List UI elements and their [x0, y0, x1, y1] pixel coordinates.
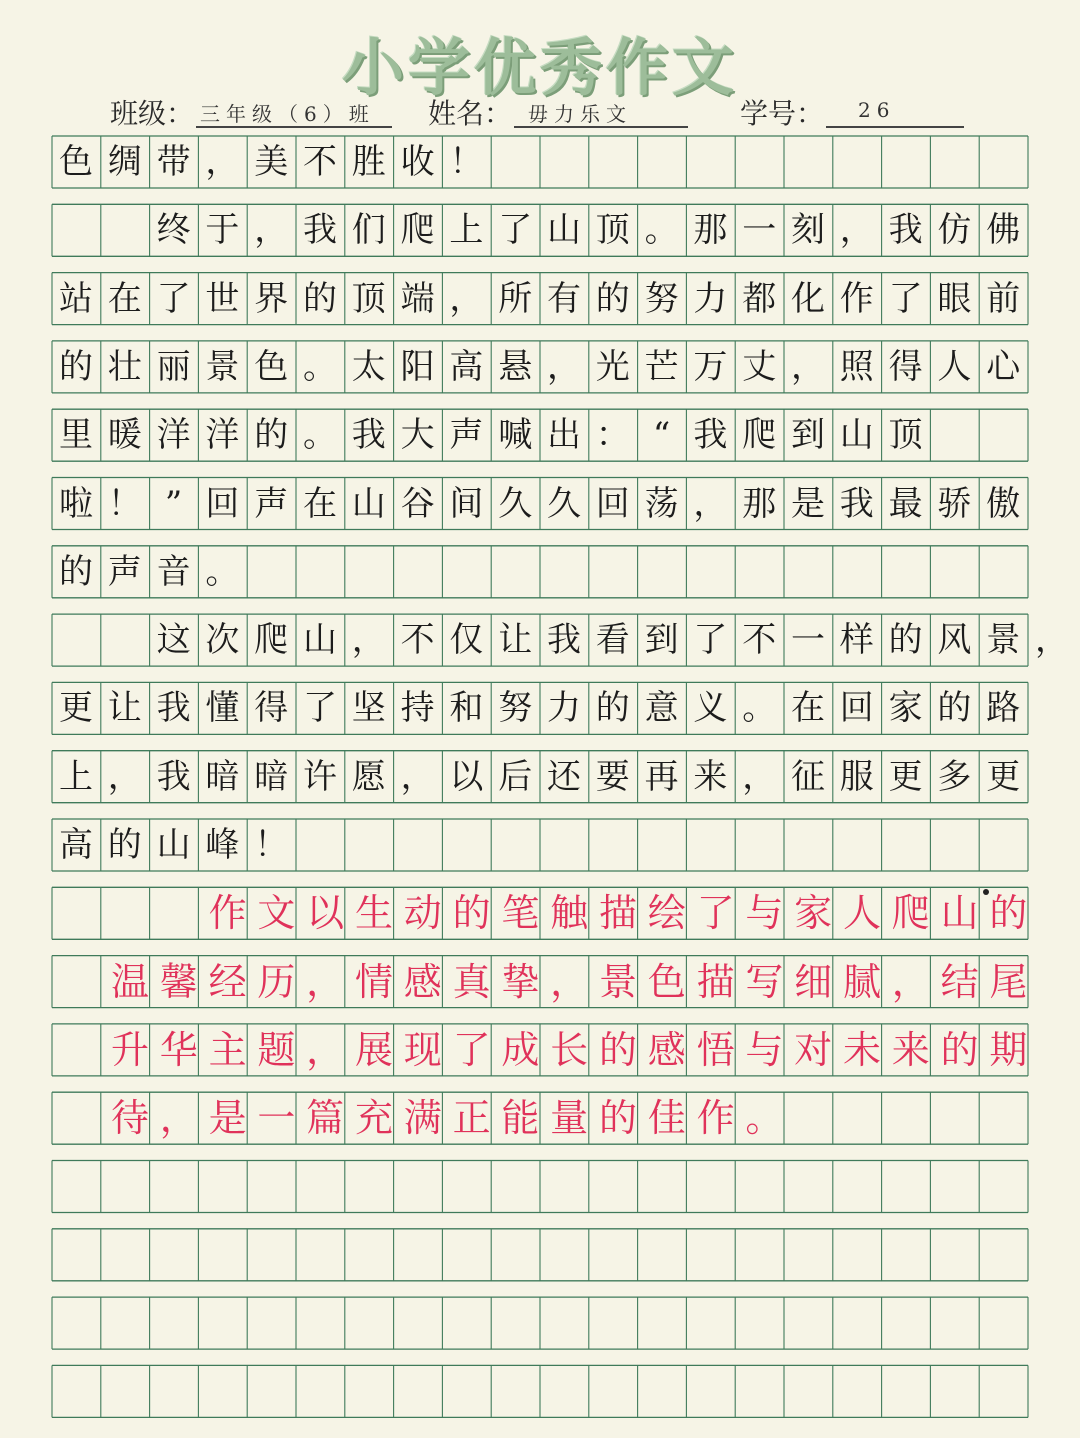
- comment-char: 人: [842, 891, 881, 936]
- essay-char: 得: [888, 346, 923, 387]
- comment-char: 成: [501, 1027, 540, 1072]
- essay-char: 山: [547, 210, 581, 251]
- essay-char: 最: [888, 483, 923, 524]
- essay-char: 出: [547, 415, 581, 456]
- essay-char: 爬: [254, 620, 289, 661]
- comment-char: 感: [403, 959, 442, 1004]
- essay-char: 带: [156, 142, 191, 182]
- comment-char: 描: [598, 891, 637, 936]
- essay-row: [0, 819, 1080, 885]
- essay-row: [0, 341, 1080, 407]
- essay-char: ，: [742, 756, 777, 797]
- essay-char: 上: [449, 210, 484, 251]
- essay-char: 有: [547, 278, 581, 319]
- essay-char: 壮: [107, 346, 142, 387]
- essay-char: 阳: [400, 346, 435, 387]
- essay-char: 前: [986, 278, 1021, 319]
- essay-char: 上: [59, 756, 93, 797]
- essay-char: 义: [693, 688, 728, 729]
- comment-char: ，: [159, 1096, 198, 1141]
- comment-char: 尾: [989, 959, 1028, 1004]
- essay-char: 了: [303, 688, 337, 729]
- comment-char: 作: [696, 1096, 735, 1141]
- comment-char: 升: [110, 1027, 149, 1072]
- essay-char: 到: [791, 415, 825, 456]
- grid-row: [52, 1161, 1028, 1213]
- essay-char: 悬: [498, 346, 533, 387]
- essay-char: 终: [156, 210, 191, 251]
- essay-row: [0, 546, 1080, 612]
- comment-char: 正: [452, 1096, 491, 1141]
- essay-char: 力: [547, 688, 581, 729]
- essay-char: 胜: [351, 142, 386, 182]
- essay-char: 那: [742, 483, 777, 524]
- essay-char: [52, 204, 100, 256]
- essay-char: 芒: [644, 346, 679, 387]
- comment-char: 了: [452, 1027, 491, 1072]
- essay-char: 里: [59, 415, 93, 456]
- comment-char: ，: [891, 959, 930, 1004]
- essay-char: 顶: [351, 278, 386, 319]
- essay-char: ！: [107, 483, 142, 524]
- essay-char: 高: [449, 346, 484, 387]
- comment-char: 悟: [696, 1027, 735, 1072]
- comment-char: 触: [550, 891, 589, 936]
- essay-char: 光: [595, 346, 630, 387]
- essay-char: 了: [498, 210, 533, 251]
- comment-char: 华: [159, 1027, 198, 1072]
- essay-row: [0, 751, 1080, 817]
- comment-char: 描: [696, 959, 735, 1004]
- comment-char: 量: [550, 1096, 589, 1141]
- essay-char: 次: [205, 620, 240, 661]
- comment-char: 馨: [159, 959, 198, 1004]
- essay-char: 了: [156, 278, 191, 319]
- essay-char: 世: [205, 278, 240, 319]
- essay-char: 顶: [888, 415, 923, 456]
- comment-char: 待: [110, 1096, 149, 1141]
- essay-char: 征: [791, 756, 825, 797]
- comment-char: ，: [306, 959, 345, 1004]
- comment-char: 期: [989, 1027, 1028, 1072]
- essay-row: [0, 204, 1080, 270]
- comment-char: [155, 887, 203, 939]
- essay-char: 山: [156, 825, 191, 865]
- essay-char: 更: [986, 756, 1021, 797]
- essay-char: 的: [937, 688, 972, 729]
- comment-char: 现: [403, 1027, 442, 1072]
- essay-char: 暖: [107, 415, 142, 456]
- essay-char: 的: [59, 346, 93, 387]
- ink-dot: [983, 889, 989, 895]
- essay-char: 让: [107, 688, 142, 729]
- essay-char: 都: [742, 278, 777, 319]
- essay-char: 和: [449, 688, 484, 729]
- comment-char: 满: [403, 1096, 442, 1141]
- essay-char: 声: [254, 483, 289, 524]
- comment-char: 与: [745, 1027, 784, 1072]
- essay-char: 要: [595, 756, 630, 797]
- comment-char: 了: [696, 891, 735, 936]
- essay-char: 站: [59, 278, 93, 319]
- name-label: 姓名：: [428, 97, 513, 130]
- grid-row: [52, 1365, 1028, 1417]
- comment-char: 的: [452, 891, 491, 936]
- id-label: 学号：: [740, 97, 825, 130]
- comment-char: 是: [208, 1096, 247, 1141]
- essay-char: 傲: [986, 483, 1021, 524]
- id-underline: [826, 126, 964, 128]
- comment-row: [54, 1092, 1080, 1158]
- essay-char: 不: [303, 142, 337, 182]
- essay-char: 所: [498, 278, 533, 319]
- essay-char: 在: [303, 483, 337, 524]
- essay-char: 久: [547, 483, 581, 524]
- name-value: 毋力乐文: [528, 102, 632, 126]
- essay-row: [0, 614, 1080, 680]
- class-label: 班级：: [110, 97, 195, 130]
- comment-char: 以: [306, 891, 345, 936]
- essay-char: 暗: [254, 756, 289, 797]
- essay-char: 色: [59, 142, 93, 182]
- essay-row: [0, 682, 1080, 748]
- essay-char: 色: [254, 346, 289, 387]
- comment-char: 。: [745, 1096, 784, 1141]
- essay-char: ，: [1035, 620, 1069, 661]
- essay-char: 意: [644, 688, 679, 729]
- essay-char: 。: [303, 346, 337, 387]
- comment-char: 经: [208, 959, 247, 1004]
- essay-char: 洋: [156, 415, 191, 456]
- essay-char: 还: [547, 756, 581, 797]
- essay-row: [0, 273, 1080, 339]
- essay-char: ，: [547, 346, 581, 387]
- essay-char: 丈: [742, 346, 777, 387]
- essay-char: 洋: [205, 415, 240, 456]
- essay-char: 的: [59, 551, 93, 592]
- essay-char: 顶: [595, 210, 630, 251]
- student-info-row: [0, 86, 1080, 130]
- comment-char: 的: [598, 1027, 637, 1072]
- essay-char: 。: [205, 551, 240, 592]
- comment-char: 的: [940, 1027, 979, 1072]
- essay-char: 一: [791, 620, 825, 661]
- essay-char: 来: [693, 756, 728, 797]
- comment-row: [54, 956, 1080, 1022]
- essay-char: 暗: [205, 756, 240, 797]
- essay-char: 间: [449, 483, 484, 524]
- essay-char: [101, 204, 149, 256]
- essay-char: 我: [156, 756, 191, 797]
- essay-char: 更: [888, 756, 923, 797]
- essay-char: 我: [693, 415, 728, 456]
- essay-char: 万: [693, 346, 728, 387]
- comment-char: 感: [647, 1027, 686, 1072]
- essay-char: 回: [595, 483, 630, 524]
- essay-char: 的: [254, 415, 289, 456]
- essay-char: 的: [595, 278, 630, 319]
- comment-char: 一: [257, 1096, 296, 1141]
- essay-char: 风: [937, 620, 972, 661]
- essay-char: 化: [791, 278, 825, 319]
- comment-char: 生: [354, 891, 393, 936]
- comment-char: 主: [208, 1027, 247, 1072]
- essay-char: 我: [351, 415, 386, 456]
- essay-char: 在: [791, 688, 825, 729]
- essay-char: ！: [254, 825, 289, 865]
- essay-char: 刻: [791, 210, 825, 251]
- comment-char: 腻: [842, 959, 881, 1004]
- essay-char: ，: [107, 756, 142, 797]
- essay-char: 们: [351, 210, 386, 251]
- comment-char: 真: [452, 959, 491, 1004]
- essay-char: 得: [254, 688, 289, 729]
- essay-char: 山: [303, 620, 337, 661]
- comment-char: 结: [940, 959, 979, 1004]
- comment-char: 家: [794, 891, 833, 936]
- comment-char: 笔: [501, 891, 540, 936]
- comment-char: 长: [550, 1027, 589, 1072]
- essay-char: ！: [449, 142, 484, 182]
- essay-char: 山: [351, 483, 386, 524]
- essay-char: 声: [449, 415, 484, 456]
- comment-char: [106, 887, 154, 939]
- id-value: 26: [858, 98, 896, 122]
- essay-char: 骄: [937, 483, 972, 524]
- grid-row: [52, 1297, 1028, 1349]
- comment-char: 未: [842, 1027, 881, 1072]
- essay-char: 是: [791, 483, 825, 524]
- comment-char: 挚: [501, 959, 540, 1004]
- essay-char: 到: [644, 620, 679, 661]
- essay-char: 景: [205, 346, 240, 387]
- essay-char: 我: [839, 483, 874, 524]
- essay-char: 再: [644, 756, 679, 797]
- essay-char: 服: [839, 756, 874, 797]
- essay-char: 人: [937, 346, 972, 387]
- essay-char: 的: [107, 825, 142, 865]
- comment-char: 爬: [891, 891, 930, 936]
- essay-char: [101, 614, 149, 666]
- essay-char: 爬: [400, 210, 435, 251]
- essay-char: 让: [498, 620, 533, 661]
- comment-row: [54, 887, 1080, 953]
- grid-row: [52, 1229, 1028, 1281]
- essay-char: 我: [888, 210, 923, 251]
- essay-row: [0, 478, 1080, 544]
- essay-char: 一: [742, 210, 777, 251]
- essay-char: 美: [254, 142, 289, 182]
- essay-char: 的: [303, 278, 337, 319]
- essay-char: 界: [254, 278, 289, 319]
- essay-char: 样: [839, 620, 874, 661]
- essay-char: 后: [498, 756, 533, 797]
- essay-char: 看: [595, 620, 630, 661]
- comment-char: 能: [501, 1096, 540, 1141]
- comment-char: 文: [257, 891, 296, 936]
- essay-char: 在: [107, 278, 142, 319]
- comment-char: 情: [354, 959, 393, 1004]
- essay-char: 声: [107, 551, 142, 592]
- comment-char: 景: [598, 959, 637, 1004]
- essay-char: 久: [498, 483, 533, 524]
- essay-char: 多: [937, 756, 972, 797]
- essay-row: [0, 409, 1080, 475]
- essay-char: 我: [547, 620, 581, 661]
- essay-char: 这: [156, 620, 191, 661]
- comment-char: 山: [940, 891, 979, 936]
- essay-char: 路: [986, 688, 1021, 729]
- essay-char: 。: [742, 688, 777, 729]
- comment-row: [54, 1024, 1080, 1090]
- essay-char: 山: [839, 415, 874, 456]
- essay-char: 回: [839, 688, 874, 729]
- essay-char: 眼: [937, 278, 972, 319]
- essay-char: 坚: [351, 688, 386, 729]
- essay-char: 不: [400, 620, 435, 661]
- essay-char: 回: [205, 483, 240, 524]
- essay-char: 了: [888, 278, 923, 319]
- comment-char: 充: [354, 1096, 393, 1141]
- essay-char: ，: [791, 346, 825, 387]
- essay-char: 景: [986, 620, 1021, 661]
- essay-char: 的: [888, 620, 923, 661]
- essay-char: 愿: [351, 756, 386, 797]
- essay-char: ：: [595, 415, 630, 456]
- essay-char: 喊: [498, 415, 533, 456]
- essay-char: 啦: [59, 483, 93, 524]
- essay-char: 绸: [107, 142, 142, 182]
- essay-char: 收: [400, 142, 435, 182]
- essay-char: [52, 614, 100, 666]
- essay-char: 。: [644, 210, 679, 251]
- essay-char: 于: [205, 210, 240, 251]
- comment-char: 来: [891, 1027, 930, 1072]
- comment-char: 细: [794, 959, 833, 1004]
- essay-char: 家: [888, 688, 923, 729]
- essay-char: 荡: [644, 483, 679, 524]
- essay-char: 许: [303, 756, 337, 797]
- essay-char: ，: [449, 278, 484, 319]
- comment-char: ，: [550, 959, 589, 1004]
- essay-char: ，: [693, 483, 728, 524]
- page-title: 小学优秀作文: [341, 31, 738, 104]
- essay-char: 心: [986, 346, 1021, 387]
- essay-char: 的: [595, 688, 630, 729]
- comment-char: 展: [354, 1027, 393, 1072]
- comment-char: 的: [989, 891, 1028, 936]
- comment-char: 与: [745, 891, 784, 936]
- essay-char: 力: [693, 278, 728, 319]
- essay-char: 。: [303, 415, 337, 456]
- class-value: 三年级（6）班: [200, 102, 375, 126]
- essay-char: 大: [400, 415, 435, 456]
- essay-char: 持: [400, 688, 435, 729]
- comment-char: 绘: [647, 891, 686, 936]
- essay-char: ，: [839, 210, 874, 251]
- essay-char: ，: [400, 756, 435, 797]
- essay-char: ，: [351, 620, 386, 661]
- essay-char: 佛: [986, 210, 1021, 251]
- essay-char: 高: [59, 825, 93, 865]
- essay-char: “: [652, 415, 671, 456]
- essay-char: 那: [693, 210, 728, 251]
- comment-char: 动: [403, 891, 442, 936]
- comment-char: 对: [794, 1027, 833, 1072]
- essay-char: 仿: [937, 210, 972, 251]
- essay-char: 爬: [742, 415, 777, 456]
- essay-char: ，: [254, 210, 289, 251]
- essay-char: 端: [400, 278, 435, 319]
- comment-char: 佳: [647, 1096, 686, 1141]
- comment-char: 题: [257, 1027, 296, 1072]
- essay-char: 谷: [400, 483, 435, 524]
- comment-char: 历: [257, 959, 296, 1004]
- essay-char: 不: [742, 620, 777, 661]
- essay-char: 努: [498, 688, 533, 729]
- essay-char: ，: [205, 142, 240, 182]
- essay-char: 音: [156, 551, 191, 592]
- essay-char: 懂: [205, 688, 240, 729]
- comment-char: 写: [745, 959, 784, 1004]
- comment-char: 的: [598, 1096, 637, 1141]
- essay-char: 我: [156, 688, 191, 729]
- essay-char: 我: [303, 210, 337, 251]
- essay-char: 作: [839, 278, 874, 319]
- essay-char: 以: [449, 756, 484, 797]
- comment-char: 温: [110, 959, 149, 1004]
- class-underline: [196, 126, 392, 128]
- name-underline: [514, 126, 688, 128]
- essay-char: 峰: [205, 825, 240, 865]
- essay-char: 丽: [156, 346, 191, 387]
- essay-char: 太: [351, 346, 386, 387]
- essay-char: 仅: [449, 620, 484, 661]
- essay-char: 了: [693, 620, 728, 661]
- comment-char: 篇: [306, 1096, 345, 1141]
- essay-char: 更: [59, 688, 93, 729]
- essay-char: 照: [839, 346, 874, 387]
- essay-char: 努: [644, 278, 679, 319]
- comment-char: 作: [208, 891, 247, 936]
- comment-char: 色: [647, 959, 686, 1004]
- essay-char: ”: [164, 483, 183, 524]
- essay-row: [0, 136, 1080, 202]
- comment-char: ，: [306, 1027, 345, 1072]
